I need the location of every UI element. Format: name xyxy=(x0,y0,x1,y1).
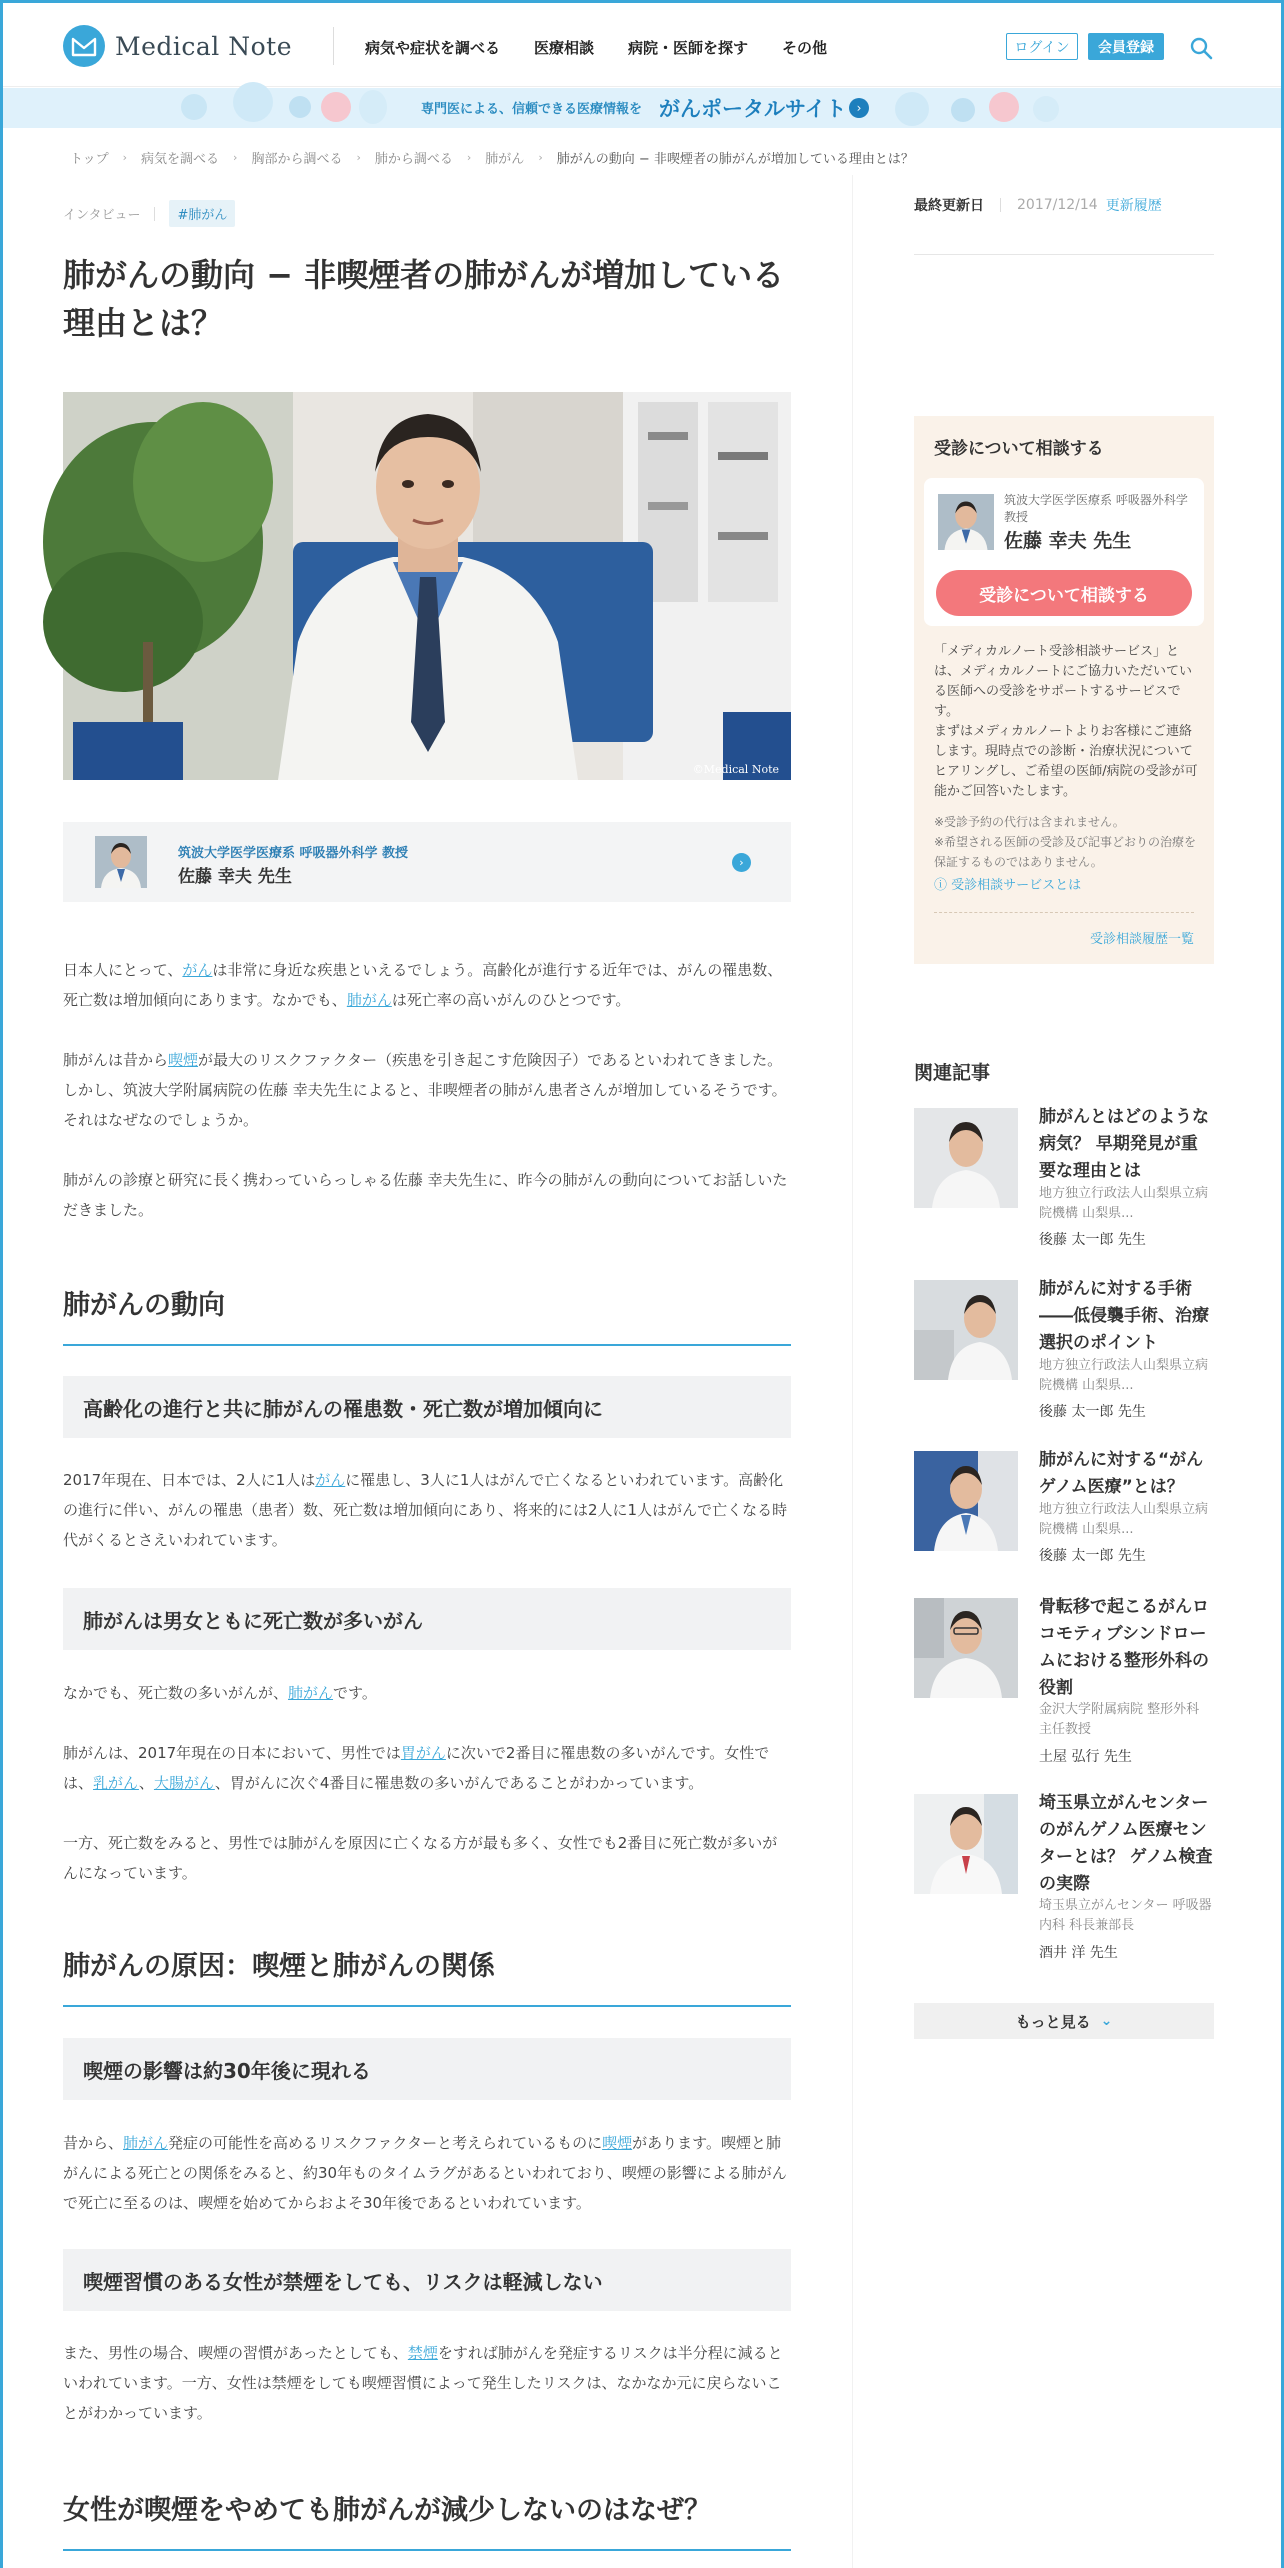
meta-divider xyxy=(1000,198,1001,212)
related-thumbnail xyxy=(914,1794,1018,1894)
chevron-right-icon: › xyxy=(122,151,128,164)
search-icon[interactable] xyxy=(1189,36,1213,60)
doctor-photo xyxy=(63,392,791,780)
banner-text: 専門医による、信頼できる医療情報を xyxy=(421,102,643,117)
subsection-heading: 喫煙習慣のある女性が禁煙をしても、リスクは軽減しない xyxy=(63,2249,791,2311)
sidebar-separator xyxy=(914,254,1214,255)
related-doctor: 後藤 太一郎 先生 xyxy=(1039,1404,1146,1420)
doctor-card[interactable] xyxy=(63,822,791,902)
article-paragraph: 肺がんは、2017年現在の日本において、男性では胃がんに次いで2番目に罹患数の多いがんです。女性では、乳がん、大腸がん、胃がんに次ぐ4番目に罹患数の多いがんであることがわかっています。 xyxy=(63,1744,770,1792)
article-paragraph: 肺がんは昔から喫煙が最大のリスクファクター（疾患を引き起こす危険因子）であるといわれてきました。しかし、筑波大学附属病院の佐藤 幸夫先生によると、非喫煙者の肺がん患者さんが増加しているそうです。それはなぜなのでしょうか。 xyxy=(63,1051,787,1129)
related-thumbnail xyxy=(914,1280,1018,1380)
related-title: 肺がんに対する手術――低侵襲手術、治療選択のポイント xyxy=(1039,1279,1209,1353)
consult-doctor-name: 佐藤 幸夫 先生 xyxy=(1004,530,1132,552)
banner-decoration xyxy=(321,92,351,122)
consult-note: ※希望される医師の受診及び記事どおりの治療を保証するものではありません。 xyxy=(934,835,1197,869)
chevron-right-icon: › xyxy=(849,98,869,118)
subsection-heading: 高齢化の進行と共に肺がんの罹患数・死亡数が増加傾向に xyxy=(63,1376,791,1438)
login-button[interactable]: ログイン xyxy=(1006,33,1078,60)
consult-about-link[interactable] xyxy=(934,874,1081,893)
consult-title: 受診について相談する xyxy=(934,439,1104,459)
consult-about-label: 受診相談サービスとは xyxy=(951,878,1082,893)
consult-desc-line: 「メディカルノート受診相談サービス」とは、メディカルノートにご協力いただいている医師への受診をサポートするサービスです。 xyxy=(934,644,1193,719)
doctor-affiliation: 筑波大学医学医療系 呼吸器外科学 教授 xyxy=(178,846,409,861)
keyword-link[interactable]: 大腸がん xyxy=(153,1774,215,1792)
related-doctor: 後藤 太一郎 先生 xyxy=(1039,1548,1146,1564)
article-category: インタビュー xyxy=(63,208,141,223)
banner-decoration xyxy=(181,94,207,120)
related-article[interactable] xyxy=(914,1598,1214,1768)
more-button[interactable] xyxy=(914,2003,1214,2039)
related-doctor: 後藤 太一郎 先生 xyxy=(1039,1232,1146,1248)
breadcrumb-current: 肺がんの動向 − 非喫煙者の肺がんが増加している理由とは？ xyxy=(556,152,914,167)
banner-decoration xyxy=(951,98,975,122)
chevron-right-icon: › xyxy=(233,151,238,164)
more-label: もっと見る xyxy=(1015,2012,1091,2031)
consult-note: ※受診予約の代行は含まれません。 xyxy=(934,815,1125,829)
article-meta xyxy=(63,200,791,227)
article-paragraph: なかでも、死亡数の多いがんが、肺がんです。 xyxy=(63,1684,377,1702)
keyword-link[interactable]: 禁煙 xyxy=(407,2344,438,2362)
related-doctor: 土屋 弘行 先生 xyxy=(1039,1749,1132,1765)
article-tag[interactable]: #肺がん xyxy=(169,200,235,227)
site-header xyxy=(3,3,1281,87)
article-paragraph: 肺がんの診療と研究に長く携わっていらっしゃる佐藤 幸夫先生に、昨今の肺がんの動向についてお話しいただきました。 xyxy=(63,1171,788,1219)
dashed-divider xyxy=(934,912,1194,913)
related-thumbnail xyxy=(914,1598,1018,1698)
chevron-right-icon: › xyxy=(538,151,543,164)
related-thumbnail xyxy=(914,1451,1018,1551)
related-title: 骨転移で起こるがんロコモティブシンドロームにおける整形外科の役割 xyxy=(1039,1597,1209,1698)
related-affiliation: 地方独立行政法人山梨県立病院機構 山梨県... xyxy=(1039,1502,1209,1537)
article-paragraph: 2017年現在、日本では、2人に1人はがんに罹患し、3人に1人はがんで亡くなるといわれています。高齢化の進行に伴い、がんの罹患（患者）数、死亡数は増加傾向にあり、将来的には2人に1人はがんで亡くなる時代がくるとさえいわれています。 xyxy=(63,1471,788,1549)
title-line: 肺がんの動向 − 非喫煙者の肺がんが増加している xyxy=(63,256,785,294)
related-affiliation: 埼玉県立がんセンター 呼吸器内科 科長兼部長 xyxy=(1039,1898,1212,1933)
meta-divider xyxy=(154,207,155,221)
keyword-link[interactable]: がん xyxy=(315,1471,346,1489)
article xyxy=(63,200,791,902)
consult-desc-line: まずはメディカルノートよりお客様にご連絡します。現時点での診断・治療状況についてヒアリングし、ご希望の医師/病院の受診が可能かご回答いたします。 xyxy=(934,724,1198,799)
sidebar-divider xyxy=(852,175,853,2568)
subsection-heading: 喫煙の影響は約30年後に現れる xyxy=(63,2038,791,2100)
cancer-portal-banner[interactable] xyxy=(3,88,1281,128)
article-paragraph: 日本人にとって、がんは非常に身近な疾患といえるでしょう。高齢化が進行する近年では、がんの罹患数、死亡数は増加傾向にあります。なかでも、肺がんは死亡率の高いがんのひとつです。 xyxy=(63,961,783,1009)
doctor-name: 佐藤 幸夫 先生 xyxy=(178,867,292,887)
chevron-down-icon: ⌄ xyxy=(1100,2013,1113,2029)
breadcrumb-item[interactable]: 肺から調べる xyxy=(374,152,453,167)
main-nav xyxy=(365,37,827,58)
nav-item-consult[interactable]: 医療相談 xyxy=(534,39,595,57)
nav-item-symptoms[interactable]: 病気や症状を調べる xyxy=(365,39,501,57)
related-doctor: 酒井 洋 先生 xyxy=(1039,1945,1118,1961)
section-heading: 女性が喫煙をやめても肺がんが減少しないのはなぜ？ xyxy=(63,2488,791,2551)
nav-divider xyxy=(333,27,334,65)
consult-doctor-card xyxy=(924,478,1204,626)
chevron-right-icon: › xyxy=(466,151,472,164)
updated-date: 2017/12/14 xyxy=(1017,197,1098,213)
keyword-link[interactable]: 喫煙 xyxy=(602,2134,633,2152)
image-credit: ©Medical Note xyxy=(692,763,779,776)
banner-decoration xyxy=(1033,96,1059,122)
chevron-right-icon: › xyxy=(356,151,361,164)
related-title: 肺がんに対する“がんゲノム医療”とは？ xyxy=(1039,1450,1204,1497)
logo-text: Medical Note xyxy=(115,31,293,61)
related-title: 埼玉県立がんセンターのがんゲノム医療センターとは？ ゲノム検査の実際 xyxy=(1039,1793,1213,1894)
keyword-link[interactable]: 肺がん xyxy=(346,991,392,1009)
logo[interactable] xyxy=(63,25,292,67)
related-affiliation: 地方独立行政法人山梨県立病院機構 山梨県... xyxy=(1039,1186,1209,1221)
related-articles-title: 関連記事 xyxy=(914,1062,991,1084)
update-history-link[interactable]: 更新履歴 xyxy=(1105,198,1162,214)
keyword-link[interactable]: 胃がん xyxy=(400,1744,446,1762)
consult-history-link[interactable]: 受診相談履歴一覧 xyxy=(1089,932,1194,947)
banner-decoration xyxy=(895,92,929,126)
info-icon: ⓘ xyxy=(934,878,952,893)
section-heading: 肺がんの動向 xyxy=(63,1283,791,1346)
breadcrumb-item[interactable]: 肺がん xyxy=(485,152,525,167)
banner-decoration xyxy=(359,90,387,124)
keyword-link[interactable]: 肺がん xyxy=(123,2134,169,2152)
article-paragraph: 昔から、肺がん発症の可能性を高めるリスクファクターと考えられているものに喫煙があります。喫煙と肺がんによる死亡との関係をみると、約30年ものタイムラグがあるといわれており、喫煙の影響による肺がんで死亡に至るのは、喫煙を始めてからおよそ30年後であるといわれています。 xyxy=(63,2134,787,2212)
consult-button[interactable]: 受診について相談する xyxy=(936,570,1192,616)
keyword-link[interactable]: がん xyxy=(182,961,213,979)
title-line: 理由とは？ xyxy=(63,304,224,342)
register-button[interactable]: 会員登録 xyxy=(1088,33,1164,60)
banner-decoration xyxy=(989,92,1019,122)
updated-label: 最終更新日 xyxy=(914,198,984,214)
related-article[interactable] xyxy=(914,1794,1214,1964)
breadcrumb-item[interactable]: トップ xyxy=(70,152,109,167)
banner-decoration xyxy=(233,82,273,122)
banner-decoration xyxy=(289,96,311,118)
breadcrumb-item[interactable]: 病気を調べる xyxy=(141,152,220,167)
related-article[interactable] xyxy=(914,1451,1214,1571)
related-article[interactable] xyxy=(914,1280,1214,1420)
article-paragraph: 一方、死亡数をみると、男性では肺がんを原因に亡くなる方が最も多く、女性でも2番目に死亡数が多いがんになっています。 xyxy=(63,1834,778,1882)
keyword-link[interactable]: 肺がん xyxy=(288,1684,334,1702)
related-title: 肺がんとはどのような病気？ 早期発見が重要な理由とは xyxy=(1039,1107,1209,1181)
related-affiliation: 地方独立行政法人山梨県立病院機構 山梨県... xyxy=(1039,1358,1209,1393)
avatar xyxy=(95,836,147,888)
related-thumbnail xyxy=(914,1108,1018,1208)
related-affiliation: 金沢大学附属病院 整形外科 主任教授 xyxy=(1039,1702,1200,1737)
breadcrumb-item[interactable]: 胸部から調べる xyxy=(251,152,343,167)
consult-doctor-affiliation: 筑波大学医学医療系 呼吸器外科学 教授 xyxy=(1004,493,1188,524)
keyword-link[interactable]: 喫煙 xyxy=(168,1051,199,1069)
last-updated xyxy=(914,195,1214,215)
nav-item-hospitals[interactable]: 病院・医師を探す xyxy=(628,39,749,57)
article-paragraph: また、男性の場合、喫煙の習慣があったとしても、禁煙をすれば肺がんを発症するリスクは半分程に減るといわれています。一方、女性は禁煙をしても喫煙習慣によって発生したリスクは、なかなか元に戻らないことがわかっています。 xyxy=(63,2344,783,2422)
section-heading: 肺がんの原因：喫煙と肺がんの関係 xyxy=(63,1944,791,2007)
consult-description xyxy=(934,642,1198,802)
chevron-right-icon: › xyxy=(732,853,751,872)
page-title xyxy=(63,251,791,347)
banner-title: がんポータルサイト xyxy=(659,97,847,121)
nav-item-other[interactable]: その他 xyxy=(782,39,828,57)
breadcrumb xyxy=(70,148,914,167)
avatar xyxy=(938,494,994,550)
hero-image xyxy=(63,392,791,780)
consult-box xyxy=(914,416,1214,964)
keyword-link[interactable]: 乳がん xyxy=(93,1774,139,1792)
subsection-heading: 肺がんは男女ともに死亡数が多いがん xyxy=(63,1588,791,1650)
consult-notes xyxy=(934,812,1198,872)
logo-mark-icon xyxy=(63,25,105,67)
related-article[interactable] xyxy=(914,1108,1214,1248)
